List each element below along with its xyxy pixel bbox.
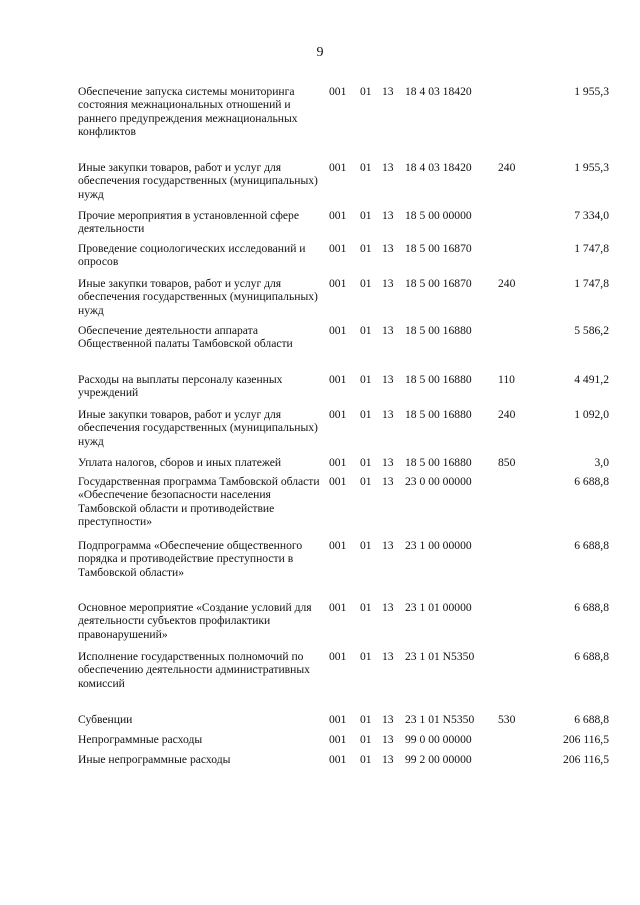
row-rz: 01	[360, 373, 372, 386]
row-sum: 6 688,8	[574, 601, 609, 614]
row-pr: 13	[382, 373, 394, 386]
row-rz: 01	[360, 277, 372, 290]
row-grbs: 001	[329, 456, 347, 469]
row-name: Иные закупки товаров, работ и услуг для обеспечения государственных (муниципальных) нужд	[78, 277, 318, 317]
row-name: Подпрограмма «Обеспечение общественного порядка и противодействие преступности в Тамбовской области»	[78, 539, 303, 579]
row-sum: 1 747,8	[574, 277, 609, 290]
row-rz: 01	[360, 650, 372, 663]
row-pr: 13	[382, 242, 394, 255]
row-pr: 13	[382, 753, 394, 766]
row-name: Обеспечение деятельности аппарата Общественной палаты Тамбовской области	[78, 324, 293, 351]
row-rz: 01	[360, 539, 372, 552]
row-rz: 01	[360, 601, 372, 614]
row-csr: 23 1 00 00000	[405, 539, 472, 552]
row-csr: 18 5 00 16870	[405, 277, 472, 290]
row-csr: 18 5 00 16880	[405, 324, 472, 337]
page-number: 9	[316, 45, 324, 60]
row-rz: 01	[360, 733, 372, 746]
row-vr: 240	[498, 408, 516, 421]
row-grbs: 001	[329, 753, 347, 766]
row-rz: 01	[360, 475, 372, 488]
row-name: Иные закупки товаров, работ и услуг для обеспечения государственных (муниципальных) нужд	[78, 408, 318, 448]
row-grbs: 001	[329, 161, 347, 174]
row-rz: 01	[360, 85, 372, 98]
row-sum: 6 688,8	[574, 539, 609, 552]
row-vr: 850	[498, 456, 516, 469]
row-rz: 01	[360, 456, 372, 469]
row-pr: 13	[382, 161, 394, 174]
row-sum: 206 116,5	[563, 753, 609, 766]
row-grbs: 001	[329, 475, 347, 488]
row-pr: 13	[382, 324, 394, 337]
row-rz: 01	[360, 408, 372, 421]
row-pr: 13	[382, 733, 394, 746]
row-rz: 01	[360, 242, 372, 255]
row-pr: 13	[382, 475, 394, 488]
row-csr: 99 0 00 00000	[405, 733, 472, 746]
row-vr: 240	[498, 161, 516, 174]
row-name: Прочие мероприятия в установленной сфере деятельности	[78, 209, 299, 236]
row-pr: 13	[382, 408, 394, 421]
row-csr: 18 5 00 16880	[405, 456, 472, 469]
row-grbs: 001	[329, 539, 347, 552]
row-csr: 18 5 00 16880	[405, 408, 472, 421]
row-csr: 18 5 00 16870	[405, 242, 472, 255]
row-name: Уплата налогов, сборов и иных платежей	[78, 456, 282, 469]
row-name: Государственная программа Тамбовской области «Обеспечение безопасности населения Тамбовской области и противодействие преступности»	[78, 475, 320, 529]
row-grbs: 001	[329, 85, 347, 98]
row-csr: 23 1 01 N5350	[405, 650, 475, 663]
row-sum: 7 334,0	[574, 209, 609, 222]
row-grbs: 001	[329, 713, 347, 726]
row-sum: 5 586,2	[574, 324, 609, 337]
row-rz: 01	[360, 753, 372, 766]
row-grbs: 001	[329, 733, 347, 746]
row-name: Основное мероприятие «Создание условий для деятельности субъектов профилактики правонарушений»	[78, 601, 312, 641]
row-rz: 01	[360, 324, 372, 337]
row-csr: 99 2 00 00000	[405, 753, 472, 766]
row-name: Расходы на выплаты персоналу казенных учреждений	[78, 373, 283, 400]
row-pr: 13	[382, 650, 394, 663]
row-csr: 18 5 00 16880	[405, 373, 472, 386]
row-pr: 13	[382, 277, 394, 290]
row-rz: 01	[360, 713, 372, 726]
row-grbs: 001	[329, 242, 347, 255]
row-sum: 6 688,8	[574, 650, 609, 663]
row-name: Обеспечение запуска системы мониторинга состояния межнациональных отношений и раннего предупреждения межнациональных конфликтов	[78, 85, 298, 139]
row-csr: 23 1 01 00000	[405, 601, 472, 614]
row-name: Исполнение государственных полномочий по обеспечению деятельности административных комиссий	[78, 650, 310, 690]
row-sum: 1 092,0	[574, 408, 609, 421]
row-grbs: 001	[329, 650, 347, 663]
row-pr: 13	[382, 209, 394, 222]
row-grbs: 001	[329, 373, 347, 386]
row-name: Непрограммные расходы	[78, 733, 203, 746]
row-grbs: 001	[329, 277, 347, 290]
row-sum: 1 955,3	[574, 85, 609, 98]
row-sum: 4 491,2	[574, 373, 609, 386]
row-pr: 13	[382, 456, 394, 469]
row-sum: 1 955,3	[574, 161, 609, 174]
row-rz: 01	[360, 209, 372, 222]
row-grbs: 001	[329, 601, 347, 614]
row-grbs: 001	[329, 209, 347, 222]
row-csr: 18 4 03 18420	[405, 161, 472, 174]
row-vr: 240	[498, 277, 516, 290]
row-name: Иные закупки товаров, работ и услуг для обеспечения государственных (муниципальных) нужд	[78, 161, 318, 201]
row-vr: 530	[498, 713, 516, 726]
row-grbs: 001	[329, 324, 347, 337]
row-grbs: 001	[329, 408, 347, 421]
row-csr: 23 0 00 00000	[405, 475, 472, 488]
row-csr: 18 5 00 00000	[405, 209, 472, 222]
row-sum: 6 688,8	[574, 713, 609, 726]
row-pr: 13	[382, 539, 394, 552]
row-pr: 13	[382, 713, 394, 726]
row-csr: 23 1 01 N5350	[405, 713, 475, 726]
row-sum: 6 688,8	[574, 475, 609, 488]
row-name: Проведение социологических исследований и опросов	[78, 242, 306, 269]
row-csr: 18 4 03 18420	[405, 85, 472, 98]
row-rz: 01	[360, 161, 372, 174]
row-name: Субвенции	[78, 713, 133, 726]
row-pr: 13	[382, 601, 394, 614]
row-name: Иные непрограммные расходы	[78, 753, 231, 766]
row-sum: 3,0	[594, 456, 609, 469]
row-pr: 13	[382, 85, 394, 98]
row-sum: 1 747,8	[574, 242, 609, 255]
row-vr: 110	[498, 373, 515, 386]
row-sum: 206 116,5	[563, 733, 609, 746]
